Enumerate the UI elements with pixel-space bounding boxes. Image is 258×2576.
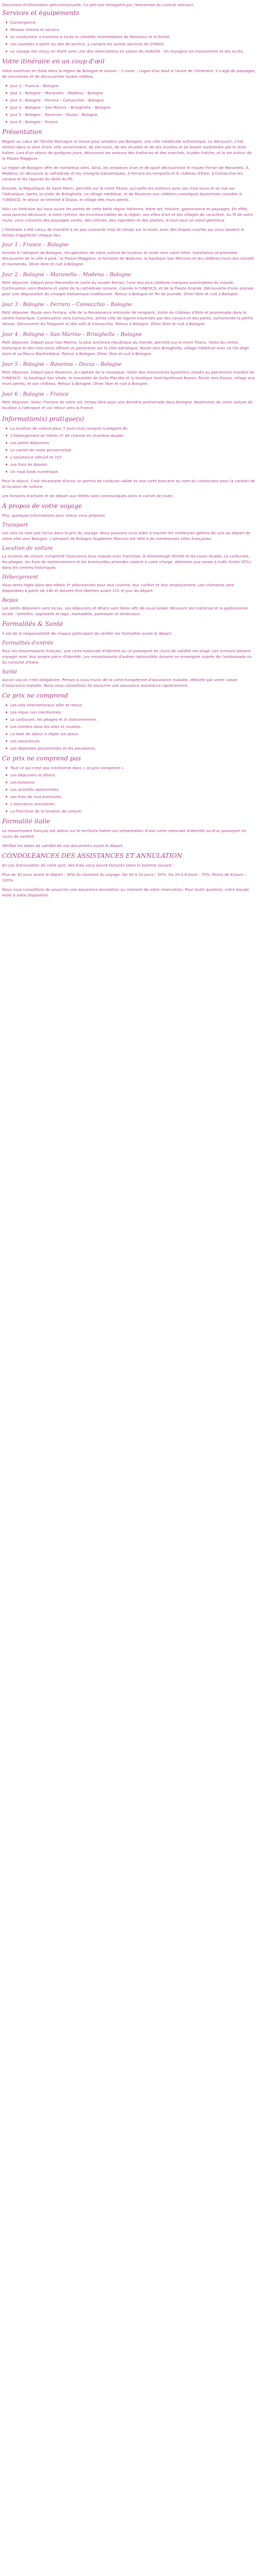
list-item: Les boissons. (2, 779, 256, 785)
day-block (2, 242, 256, 267)
cancellation-paragraph: Nous vous conseillons de souscrire une assurance annulation au moment de votre réservation. Pour toute question, notre équipe reste à votre disposition. (2, 887, 249, 897)
day-block (2, 301, 256, 327)
list-item: L'assistance 24h/24 et 7j/7. (2, 454, 256, 460)
day-text: Petit déjeuner. Départ pour Ravenne, la capitale de la mosaïque. Visite des monuments byzantins classés au patrimoine mondial de l'UNESCO : la basilique San Vitale, le mausolée de Galla Placidia et la basilique Sant'Apollinare Nuovo. Route vers Dozza, village aux murs peints, et son château. Retour à Bologne. Dîner libre et nuit à Bologne. (2, 370, 255, 386)
list-item: Le voyage est conçu en étant avec une des réservations en saison de mobilité - en voyageur en mouvement et ses accès. (2, 48, 256, 54)
practical-info-paragraph: Pour le séjour, il est nécessaire d'avoir un permis de conduire valide et une carte bancaire au nom du conducteur pour la caution de la location de voiture. (2, 479, 255, 489)
list-item: Les frais de visa éventuels. (2, 794, 256, 800)
list-item: L'hébergement en hôtels 3* de charme en chambre double. (2, 433, 256, 438)
list-item: Réseau interne et service. (2, 27, 256, 32)
list-item: La franchise de la location de voiture. (2, 808, 256, 814)
list-item: Les frais de dossier. (2, 462, 256, 467)
day-block (2, 272, 256, 297)
list-item: Jour 4 : Bologne – San Marino – Brisighella – Bologne (2, 105, 256, 110)
subsection-title: Transport (2, 522, 28, 528)
subsection-title: Hébergement (2, 574, 38, 580)
section-title-cancellation: CONDOLEANCES DES ASSISTANCES ET ANNULATION (2, 852, 183, 859)
list-item: Jour 2 : Bologne – Maranello – Modena – Bologne (2, 90, 256, 96)
list-item: Jour 5 : Bologne – Ravenna – Dozza – Bologne (2, 112, 256, 117)
subsection-text: Pour les ressortissants français, une carte nationale d'identité ou un passeport en cours de validité est exigé. Les mineurs doivent voyager avec leur propre pièce d'identité. Les ressortissants d'autres nationalités doivent se renseigner auprès de l'ambassade ou du consulat d'Italie. (2, 649, 252, 665)
about-trip-intro: Prix, quelques informations pour mieux vous préparer. (2, 513, 106, 518)
practical-info-list (2, 426, 256, 474)
list-item: Tout ce qui n'est pas mentionné dans « ce prix comprend ». (2, 765, 256, 771)
list-item: Les vols internationaux aller et retour. (2, 702, 256, 708)
itinerary-intro: Votre aventure en Italie dans la région de Bologne et autour – 1 route – Logez d'un bout à l'autre de l'itinéraire. Il s'agit de paysages, de rencontres et de découvertes toutes mêlées. (2, 69, 256, 79)
day-block (2, 331, 256, 357)
day-block (2, 391, 256, 411)
section-title-presentation: Présentation (2, 128, 42, 135)
subsection-text: Vous serez logés dans des hôtels 3* sélectionnés pour leur charme, leur confort et leur emplacement. Les chambres sont disponibles à partir de 14h et doivent être libérées avant 11h le jour du départ. (2, 583, 234, 593)
list-item: Jour 6 : Bologne – France (2, 119, 256, 125)
presentation-paragraph: Ensuite, la République de Saint-Marin, perchée sur le mont Titano, accueille les visiteurs avec ses trois tours et sa vue sur l'Adriatique. Après, la visite de Brisighella, un village médiéval, et de Ravenne aux célèbres mosaïques byzantines classées à l'UNESCO, le séjour se termine à Dozza, le village des murs peints. (2, 186, 242, 202)
list-item: Le conducteur a transmis à toute la clientèle intermédiaire de Monsieur et le forfait. (2, 34, 256, 40)
presentation-paragraph: L'itinéraire a été conçu de manière à ne pas consacrer trop de temps sur la route, avec des étapes courtes qui vous laissent le temps d'apprécier chaque lieu. (2, 227, 245, 238)
subsection-text: La location de voiture comprend l'assurance tous risques avec franchise, le kilométrage illimité et les taxes locales. Le carburant, les péages, les frais de stationnement et les éventuelles amendes restent à votre charge. Attention aux zones à trafic limité (ZTL) dans les centres historiques. (2, 554, 251, 570)
section-title-formality-italy: Formalité italie (2, 818, 51, 825)
subsection-title: Formalités d'entrée (2, 640, 54, 646)
subsection-text: Aucun vaccin n'est obligatoire. Pensez à vous munir de la carte européenne d'assurance maladie, délivrée par votre caisse d'assurance maladie. Nous vous conseillons de souscrire une assurance assistance rapatriement. (2, 677, 237, 688)
day-text: Petit déjeuner. Départ pour San Marino, la plus ancienne république du monde, perchée sur le mont Titano. Visite du centre historique et des trois tours offrant un panorama sur la côte Adriatique. Route vers Brisighella, village médiéval avec sa Via degli Asini et sa Rocca Manfrediana. Retour à Bologne. Dîner libre et nuit à Bologne. (2, 340, 249, 356)
section-title-price-includes: Ce prix ne comprend (2, 692, 68, 699)
presentation-paragraph: Voici un itinéraire qui vous ouvre les portes de cette belle région italienne, entre art, histoire, gastronomie et paysages. En effet, vous pourrez découvrir, à votre rythme, les incontournables de la région, ses villes d'art et ses villages de caractère. Au fil de votre route, vous croiserez des paysages variés, des collines, des vignobles et des plaines, le tout sous un soleil généreux. (2, 207, 253, 223)
list-item: Les activités optionnelles. (2, 787, 256, 792)
day-text: Petit déjeuner. Départ pour Maranello et visite du musée Ferrari, l'une des plus célèbres marques automobiles du monde. Continuation vers Modena et visite de la cathédrale romane, classée à l'UNESCO, et de la Piazza Grande. Découverte d'une acetaia pour une dégustation du vinaigre balsamique traditionnel. Retour à Bologne en fin de journée. Dîner libre et nuit à Bologne. (2, 280, 253, 296)
presentation-paragraph: Région au cœur de l'Emilie-Romagne et tenue pour amateur par Bologne, une ville médiévale authentique. Le découvrir, c'est rentrer dans la sève d'une ville universitaire, de ses tours, de ses arcades et de ses musées et se laisser surprendre par le style italien. Lors d'un séjour de quelques jours, découvrez les saveurs des trattorias et des marchés, la pâte fraîche, et la vie autour de la Piazza Maggiore. (2, 139, 252, 161)
subsection-title: Santé (2, 669, 18, 675)
section-title-services: Services et équipements (2, 9, 79, 16)
subsection-title: Location de voiture (2, 546, 53, 551)
list-item: Jour 1 : Francia – Bologne (2, 83, 256, 89)
list-item: Un road book numérique. (2, 469, 256, 474)
section-title-about-trip: À propos de votre voyage (2, 502, 82, 510)
list-item: Les petits déjeuners. (2, 440, 256, 446)
list-item: Les déjeuners et dîners. (2, 772, 256, 778)
day-title: Jour 3 : Bologne – Ferrara – Comacchio – Bologne (2, 302, 132, 308)
formality-italy-paragraph: Le ressortissant français est admis sur le territoire italien sur présentation d'une carte nationale d'identité ou d'un passeport en cours de validité. (2, 828, 247, 839)
section-title-formalities-health: Formalités & Santé (2, 620, 63, 628)
list-item: Le carburant, les péages et le stationnement. (2, 717, 256, 722)
cancellation-paragraph: Plus de 30 jours avant le départ : 30% du montant du voyage. De 30 à 21 jours : 50%. De 20 à 8 jours : 75%. Moins de 8 jours : 100%. (2, 872, 246, 883)
section-title-practical-info: Information(s) pratique(s) (2, 415, 84, 422)
list-item: Convergence (2, 20, 256, 25)
day-text: Petit déjeuner. Selon l'horaire de votre vol, temps libre pour une dernière promenade dans Bologne. Restitution de votre voiture de location à l'aéroport et vol retour vers la France. (2, 400, 253, 410)
subsection-text: Les vols ne sont pas inclus dans le prix du voyage. Nous pouvons vous aider à trouver les meilleures options de vols au départ de votre ville vers Bologne. L'aéroport de Bologne Guglielmo Marconi est relié à de nombreuses villes françaises. (2, 531, 251, 541)
list-item: Les navettes à partir du site de service, y compris les autres services de SYNGO. (2, 41, 256, 47)
day-title: Jour 1 : France – Bologne (2, 242, 69, 248)
day-title: Jour 4 : Bologne – San Marino – Brisighella – Bologne (2, 332, 142, 337)
document-page (0, 0, 258, 905)
services-list (2, 20, 256, 54)
list-item: Le carnet de route personnalisé. (2, 447, 256, 453)
list-item: Les repas non mentionnés. (2, 709, 256, 715)
subsection-text: Les petits déjeuners sont inclus. Les déjeuners et dîners sont libres afin de vous laisser découvrir les trattorias et la gastronomie locale : tortellini, tagliatelle al ragù, mortadelle, parmesan et lambrusco. (2, 606, 248, 616)
price-includes-list (2, 702, 256, 751)
list-item: La location de voiture pour 7 jours tout compris (catégorie B). (2, 426, 256, 431)
day-title: Jour 5 : Bologne – Ravenna – Dozza – Bologne (2, 362, 122, 367)
section-title-itinerary: Votre itinéraire en un coup d'œil (2, 58, 105, 65)
day-text: Petit déjeuner. Route vers Ferrara, ville de la Renaissance entourée de remparts. Visite du château d'Este et promenade dans le centre historique. Continuation vers Comacchio, petite ville de lagune traversée par des canaux et des ponts, surnommée la petite Venise. Découverte du Trepponti et des valli di Comacchio. Retour à Bologne. Dîner libre et nuit à Bologne. (2, 310, 253, 326)
document-header: Document d'information précontractuelle. Ce pré-voir enregistré par l'entremise du contrat relevant. (2, 3, 195, 7)
list-item: La taxe de séjour à régler sur place. (2, 731, 256, 737)
day-title: Jour 2 : Bologne – Maranello – Modena – Bologne (2, 272, 131, 278)
day-text: Arrivée à l'aéroport de Bologne, récupération de votre voiture de location et route vers votre hôtel. Installation et première découverte de la ville à pied : la Piazza Maggiore, la fontaine de Neptune, la basilique San Petronio et les célèbres tours des Asinelli et Garisenda. Dîner libre et nuit à Bologne. (2, 250, 254, 266)
day-title: Jour 6 : Bologne – France (2, 392, 69, 397)
day-block (2, 361, 256, 386)
cancellation-paragraph: En cas d'annulation de votre part, des frais vous seront facturés selon le barème suivant : (2, 863, 174, 868)
itinerary-list (2, 83, 256, 125)
list-item: Les dépenses personnelles et les pourboires. (2, 745, 256, 751)
price-excludes-list (2, 765, 256, 814)
practical-info-paragraph: Les horaires d'arrivée et de départ aux hôtels sont communiqués dans le carnet de route. (2, 494, 174, 498)
list-item: Jour 3 : Bologne – Ferrara – Comacchio – Bologne (2, 97, 256, 103)
formality-italy-paragraph: Vérifiez les dates de validité de vos documents avant le départ. (2, 843, 124, 848)
section-title-price-excludes: Ce prix ne comprend pas (2, 755, 81, 762)
subsection-title: Repas (2, 598, 18, 603)
formalities-intro: Il est de la responsabilité de chaque participant de vérifier les formalités avant le départ. (2, 631, 173, 636)
list-item: L'assurance annulation. (2, 801, 256, 807)
presentation-paragraph: La région de Bologne offre de nombreux sites. Ainsi, les amateurs d'art et de sport découvriront le musée Ferrari de Maranello. À Modena, on découvre la cathédrale et les vinaigres balsamiques, à Ferrara les remparts et le château d'Este, à Comacchio les canaux et les lagunes du delta du Pô. (2, 165, 249, 181)
list-item: Les assurances. (2, 738, 256, 744)
list-item: Les entrées dans les sites et musées. (2, 724, 256, 730)
